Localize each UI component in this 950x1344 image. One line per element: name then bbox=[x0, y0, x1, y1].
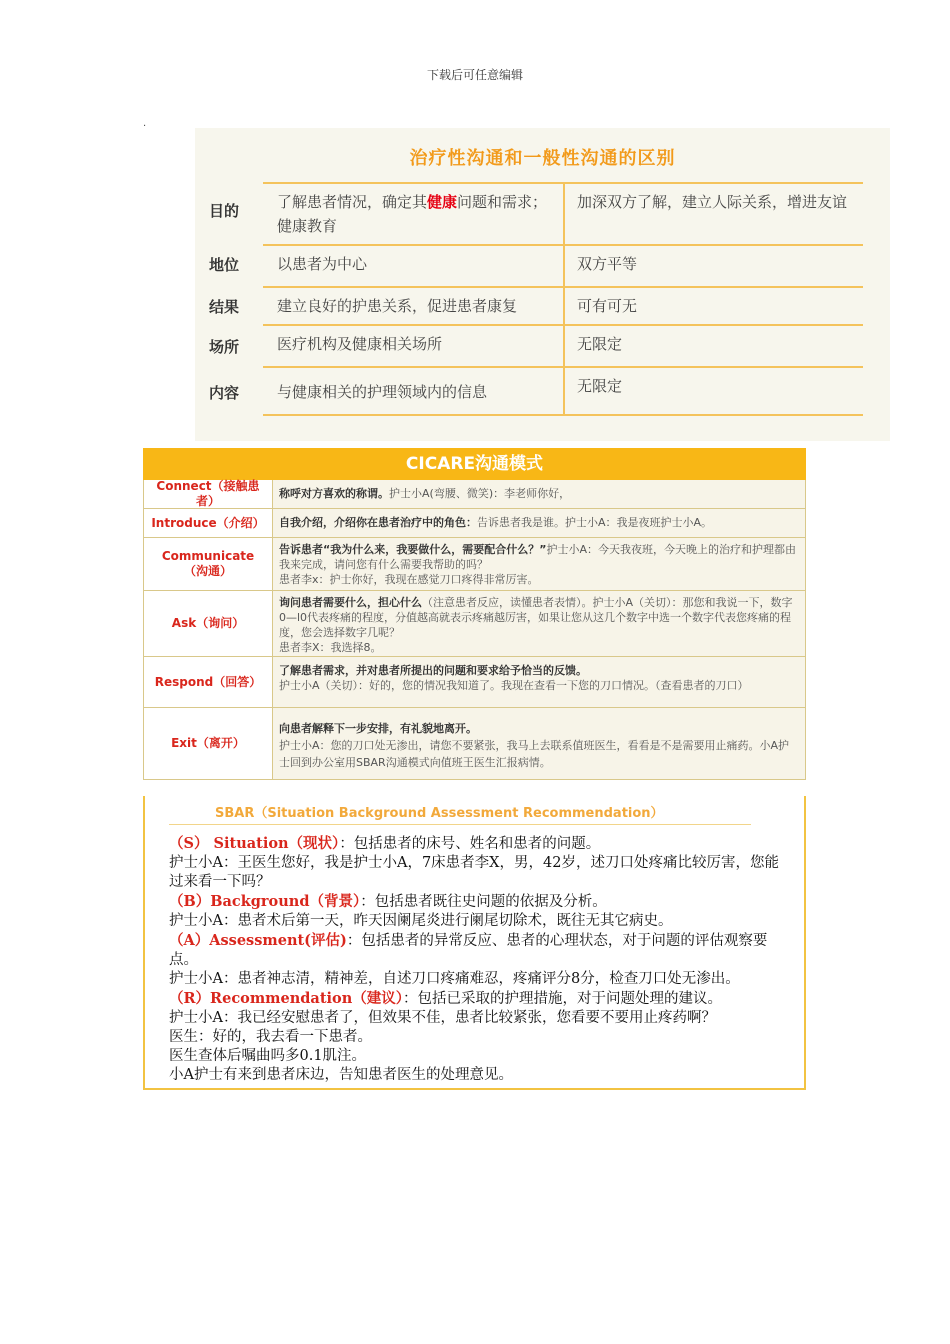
general-cell: 可有可无 bbox=[563, 286, 863, 324]
cicare-text: 称呼对方喜欢的称谓。护士小A(弯腰、微笑)：李老师你好， bbox=[273, 480, 806, 508]
cicare-row-respond bbox=[143, 657, 806, 708]
header-note: 下载后可任意编辑 bbox=[426, 68, 523, 82]
comparison-row-place bbox=[195, 324, 890, 366]
sbar-body bbox=[169, 834, 789, 1085]
sbar-r-line: 护士小A：我已经安慰患者了，但效果不佳，患者比较紧张，您看要不要用止疼药啊？ bbox=[169, 1010, 716, 1026]
cicare-text: 了解患者需求，并对患者所提出的问题和要求给予恰当的反馈。 护士小A（关切）：好的，您的情况我知道了。我现在查看一下您的刀口情况。（查看患者的刀口） bbox=[273, 657, 806, 707]
row-label: 结果 bbox=[209, 298, 240, 316]
sbar-s-line: 护士小A：王医生您好，我是护士小A，7床患者李X，男，42岁，述刀口处疼痛比较厉害，您能过来看一下吗？ bbox=[169, 855, 779, 890]
sbar-r-line: 医生：好的，我去看一下患者。 bbox=[169, 1029, 372, 1045]
dot-mark: . bbox=[143, 118, 147, 129]
sbar-s-heading: （S） Situation（现状）：包括患者的床号、姓名和患者的问题。 bbox=[169, 835, 601, 852]
table-bottom-rule bbox=[263, 414, 863, 416]
cicare-row-ask bbox=[143, 591, 806, 657]
cicare-row-communicate bbox=[143, 538, 806, 591]
sbar-b-heading: （B）Background（背景）：包括患者既往史问题的依据及分析。 bbox=[169, 893, 607, 910]
cicare-label: Exit（离开） bbox=[143, 708, 273, 779]
cicare-text: 告诉患者“我为什么来，我要做什么，需要配合什么？”护士小A：今天我夜班，今天晚上的治疗和护理都由我来完成，请问您有什么需要我帮助的吗？ 患者李x：护士你好，我现在感觉刀口疼得非常厉害。 bbox=[273, 538, 806, 590]
comparison-row-status bbox=[195, 244, 890, 286]
cicare-label: Communicate（沟通） bbox=[143, 538, 273, 590]
row-label: 场所 bbox=[209, 338, 240, 356]
sbar-r-line: 医生查体后嘱曲吗多0.1肌注。 bbox=[169, 1048, 367, 1064]
cicare-row-connect bbox=[143, 480, 806, 509]
cicare-text: 询问患者需要什么，担心什么（注意患者反应，读懂患者表情）。护士小A（关切）：那您和我说一下，数字0—l0代表疼痛的程度，分值越高就表示疼痛越厉害，如果让您从这几个数字中选一个数字代表您疼痛的程度，您会选择数字几呢？ 患者李X：我选择8。 bbox=[273, 591, 806, 656]
sbar-b-line: 护士小A：患者术后第一天，昨天因阑尾炎进行阑尾切除术，既往无其它病史。 bbox=[169, 913, 673, 929]
sbar-r-heading: （R）Recommendation（建议）：包括已采取的护理措施，对于问题处理的建议。 bbox=[169, 990, 722, 1007]
therapeutic-cell: 建立良好的护患关系，促进患者康复 bbox=[263, 286, 563, 324]
cicare-table bbox=[143, 448, 806, 780]
cicare-text: 自我介绍，介绍你在患者治疗中的角色：告诉患者我是谁。护士小A：我是夜班护士小A。 bbox=[273, 509, 806, 537]
general-cell: 加深双方了解，建立人际关系，增进友谊 bbox=[563, 182, 863, 244]
comparison-row-purpose bbox=[195, 182, 890, 244]
row-label: 内容 bbox=[209, 384, 240, 402]
therapeutic-cell: 医疗机构及健康相关场所 bbox=[263, 324, 563, 366]
cicare-label: Ask（询问） bbox=[143, 591, 273, 656]
comparison-table bbox=[195, 128, 890, 441]
therapeutic-cell: 与健康相关的护理领域内的信息 bbox=[263, 366, 563, 414]
cicare-label: Respond（回答） bbox=[143, 657, 273, 707]
comparison-row-result bbox=[195, 286, 890, 324]
comparison-title: 治疗性沟通和一般性沟通的区别 bbox=[409, 148, 676, 169]
sbar-a-heading: （A）Assessment(评估)：包括患者的异常反应、患者的心理状态，对于问题的评估观察要点。 bbox=[169, 932, 768, 968]
row-label: 地位 bbox=[209, 256, 240, 274]
sbar-title: SBAR（Situation Background Assessment Recommendation） bbox=[215, 806, 664, 821]
sbar-r-line: 小A护士有来到患者床边，告知患者医生的处理意见。 bbox=[169, 1067, 513, 1083]
sbar-box bbox=[143, 796, 806, 1090]
general-cell: 无限定 bbox=[563, 366, 863, 414]
cicare-row-exit bbox=[143, 708, 806, 780]
therapeutic-cell: 了解患者情况，确定其健康问题和需求；健康教育 bbox=[263, 182, 563, 244]
general-cell: 无限定 bbox=[563, 324, 863, 366]
comparison-row-content bbox=[195, 366, 890, 414]
sbar-title-rule bbox=[169, 824, 751, 825]
therapeutic-cell: 以患者为中心 bbox=[263, 244, 563, 286]
general-cell: 双方平等 bbox=[563, 244, 863, 286]
cicare-title: CICARE沟通模式 bbox=[143, 448, 806, 480]
row-label: 目的 bbox=[209, 202, 240, 220]
cicare-label: Connect（接触患者） bbox=[143, 480, 273, 508]
sbar-a-line: 护士小A：患者神志清，精神差，自述刀口疼痛难忍，疼痛评分8分，检查刀口处无渗出。 bbox=[169, 971, 740, 987]
cicare-text: 向患者解释下一步安排，有礼貌地离开。 护士小A：您的刀口处无渗出，请您不要紧张，我马上去联系值班医生，看看是不是需要用止痛药。小A护士回到办公室用SBAR沟通模式向值班王医生汇报病情。 bbox=[273, 708, 806, 779]
cicare-label: Introduce（介绍） bbox=[143, 509, 273, 537]
cicare-row-introduce bbox=[143, 509, 806, 538]
